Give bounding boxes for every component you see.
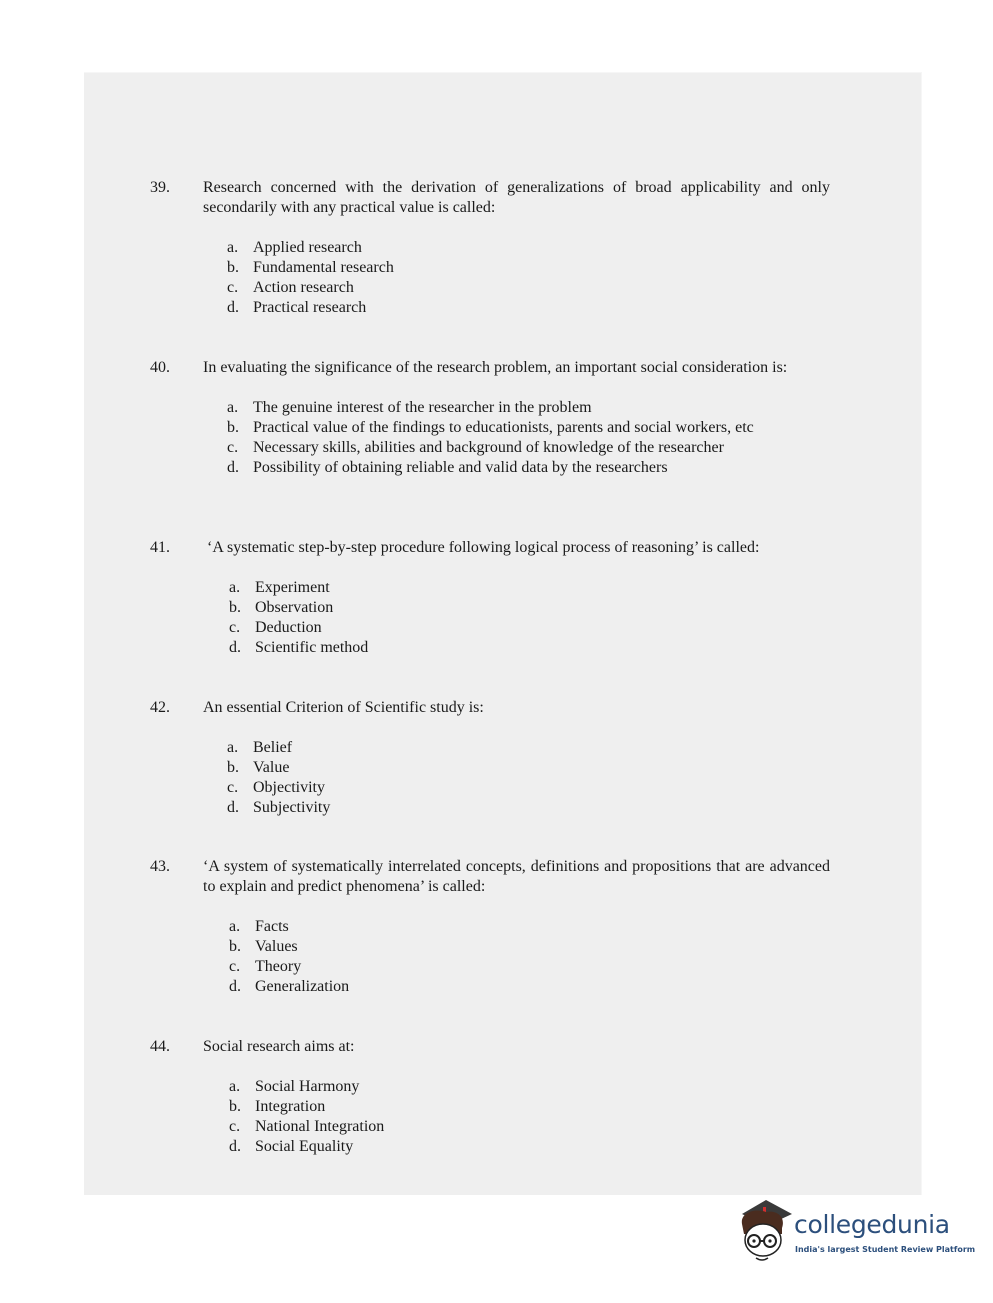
option-letter: c.: [227, 279, 239, 296]
option-b: [229, 937, 830, 957]
option-b: [227, 258, 830, 278]
question-number: 39.: [150, 179, 170, 196]
question-text: ‘A systematic step-by-step procedure following logical process of reasoning’ is called:: [207, 539, 760, 556]
question-text: ‘A system of systematically interrelated concepts, definitions and propositions that are advanced to explain and predict phenomena’ is called:: [203, 858, 830, 895]
question-number: 44.: [150, 1038, 170, 1055]
option-d: [229, 1137, 830, 1157]
option-letter: d.: [227, 459, 239, 476]
option-b: [229, 1097, 830, 1117]
option-letter: a.: [227, 239, 239, 256]
option-text: National Integration: [255, 1118, 385, 1135]
question-text: An essential Criterion of Scientific study is:: [203, 699, 484, 716]
option-text: Value: [253, 759, 290, 776]
option-letter: b.: [229, 1098, 241, 1115]
option-letter: b.: [227, 419, 239, 436]
option-letter: a.: [229, 1078, 241, 1095]
options-list: [227, 398, 830, 478]
options-list: [227, 738, 830, 818]
option-d: [227, 798, 830, 818]
option-text: Subjectivity: [253, 799, 331, 816]
question-44: [150, 1037, 830, 1157]
option-letter: b.: [227, 759, 239, 776]
option-letter: b.: [227, 259, 239, 276]
option-a: [229, 1077, 830, 1097]
option-letter: d.: [227, 799, 239, 816]
option-c: [227, 778, 830, 798]
option-text: Observation: [255, 599, 334, 616]
option-letter: d.: [229, 978, 241, 995]
option-letter: d.: [227, 299, 239, 316]
option-text: Theory: [255, 958, 302, 975]
option-text: Experiment: [255, 579, 330, 596]
option-letter: a.: [229, 579, 241, 596]
brand-name: collegedunia: [794, 1210, 950, 1239]
option-letter: b.: [229, 938, 241, 955]
options-list: [229, 1077, 830, 1157]
option-letter: c.: [229, 619, 241, 636]
option-c: [227, 278, 830, 298]
options-list: [229, 578, 830, 658]
option-text: Practical research: [253, 299, 367, 316]
option-letter: d.: [229, 1138, 241, 1155]
question-number: 42.: [150, 699, 170, 716]
option-d: [227, 458, 830, 478]
option-letter: c.: [227, 779, 239, 796]
question-text: Social research aims at:: [203, 1038, 355, 1055]
option-letter: c.: [229, 1118, 241, 1135]
option-text: Values: [255, 938, 298, 955]
option-text: Action research: [253, 279, 354, 296]
question-number: 41.: [150, 539, 170, 556]
option-text: Applied research: [253, 239, 362, 256]
option-text: Social Equality: [255, 1138, 354, 1155]
option-letter: c.: [227, 439, 239, 456]
options-list: [229, 917, 830, 997]
option-a: [229, 917, 830, 937]
question-39: [150, 178, 830, 318]
option-a: [227, 238, 830, 258]
question-41: [150, 538, 830, 658]
option-text: Fundamental research: [253, 259, 394, 276]
option-letter: d.: [229, 639, 241, 656]
option-b: [227, 418, 830, 438]
options-list: [227, 238, 830, 318]
mascot-icon: [736, 1198, 794, 1262]
option-b: [229, 598, 830, 618]
option-text: Facts: [255, 918, 289, 935]
question-text: Research concerned with the derivation of generalizations of broad applicability and only secondarily with any practical value is called:: [203, 179, 830, 216]
option-d: [229, 977, 830, 997]
question-number: 40.: [150, 359, 170, 376]
option-text: Generalization: [255, 978, 350, 995]
option-c: [227, 438, 830, 458]
question-42: [150, 698, 830, 818]
option-a: [229, 578, 830, 598]
question-40: [150, 358, 830, 478]
option-c: [229, 1117, 830, 1137]
option-text: Social Harmony: [255, 1078, 360, 1095]
brand-tagline: India's largest Student Review Platform: [795, 1245, 976, 1254]
collegedunia-logo[interactable]: [736, 1198, 976, 1268]
option-letter: a.: [227, 399, 239, 416]
option-text: Objectivity: [253, 779, 325, 796]
option-text: Integration: [255, 1098, 326, 1115]
option-a: [227, 738, 830, 758]
option-d: [229, 638, 830, 658]
option-letter: c.: [229, 958, 241, 975]
option-d: [227, 298, 830, 318]
question-number: 43.: [150, 858, 170, 875]
option-text: Necessary skills, abilities and background of knowledge of the researcher: [253, 439, 724, 456]
question-43: [150, 857, 830, 997]
option-b: [227, 758, 830, 778]
option-c: [229, 957, 830, 977]
option-text: Possibility of obtaining reliable and valid data by the researchers: [253, 459, 668, 476]
option-text: The genuine interest of the researcher in the problem: [253, 399, 592, 416]
option-letter: b.: [229, 599, 241, 616]
option-text: Practical value of the findings to educationists, parents and social workers, etc: [253, 419, 754, 436]
option-letter: a.: [227, 739, 239, 756]
option-a: [227, 398, 830, 418]
option-text: Deduction: [255, 619, 322, 636]
question-text: In evaluating the significance of the research problem, an important social consideration is:: [203, 359, 788, 376]
option-c: [229, 618, 830, 638]
option-text: Scientific method: [255, 639, 369, 656]
option-letter: a.: [229, 918, 241, 935]
option-text: Belief: [253, 739, 293, 756]
